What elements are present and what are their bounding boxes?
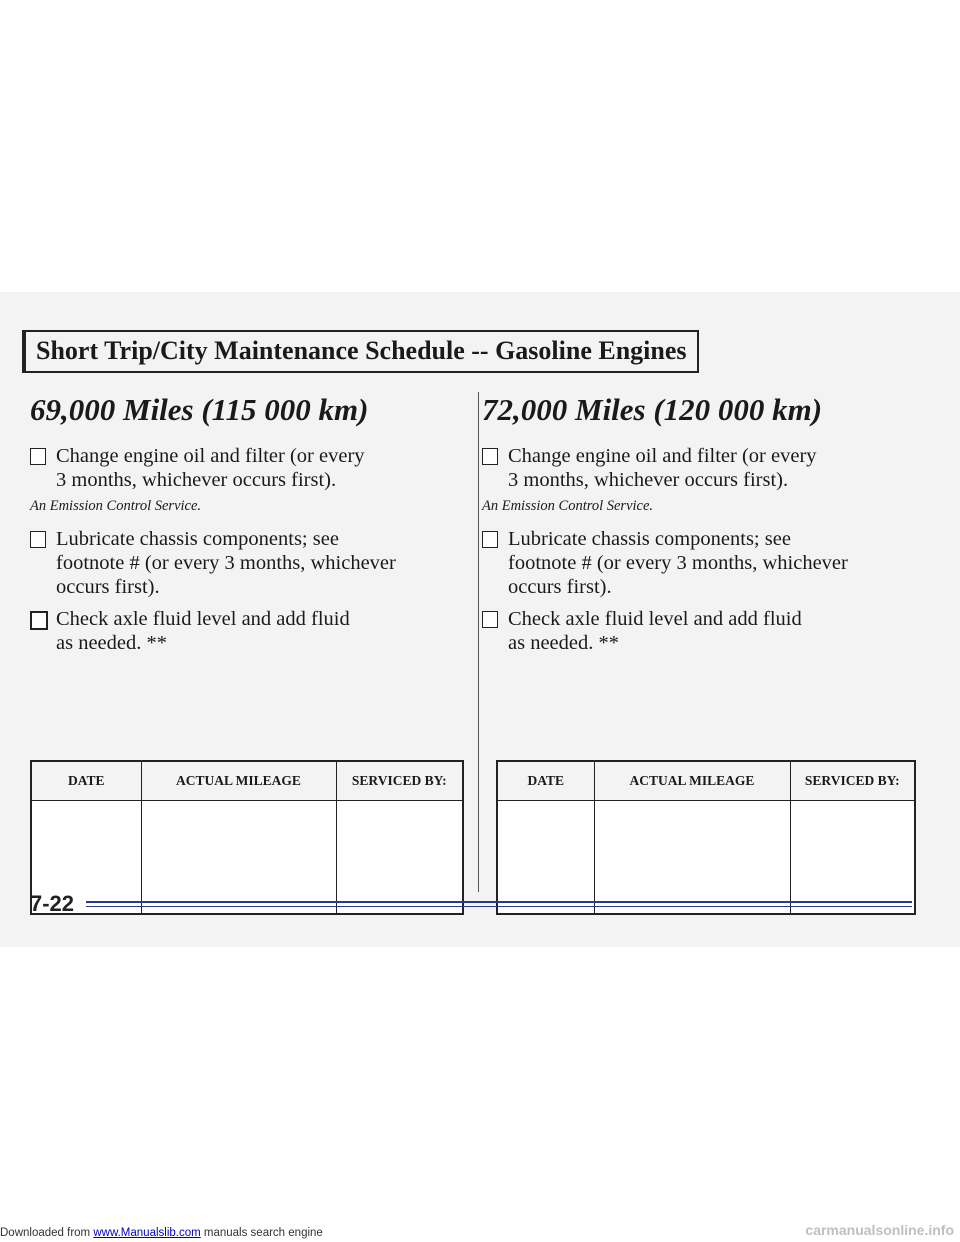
left-heading: 69,000 Miles (115 000 km) (30, 392, 369, 427)
table-row (497, 801, 915, 915)
right-emission-note: An Emission Control Service. (482, 498, 654, 514)
page-number: 7-22 (30, 891, 75, 916)
right-item-lubricate: Lubricate chassis components; see footnote # (or every 3 months, whichever occurs first). (482, 527, 932, 599)
serviced-by-cell[interactable] (336, 801, 463, 915)
watermark: carmanualsonline.info (805, 1222, 954, 1238)
checkbox-icon[interactable] (482, 448, 498, 465)
right-service-log-table (496, 760, 916, 915)
col-serviced-by: SERVICED BY: (790, 761, 915, 801)
checkbox-icon[interactable] (482, 531, 498, 548)
column-divider (478, 392, 479, 892)
right-item-axle: Check axle fluid level and add fluid as needed. ** (482, 607, 932, 655)
col-actual-mileage: ACTUAL MILEAGE (141, 761, 336, 801)
checkbox-icon[interactable] (482, 611, 498, 628)
left-item-oil: Change engine oil and filter (or every 3 months, whichever occurs first). (30, 444, 470, 492)
right-heading: 72,000 Miles (120 000 km) (482, 392, 823, 427)
checkbox-icon[interactable] (30, 531, 46, 548)
serviced-by-cell[interactable] (790, 801, 915, 915)
date-cell[interactable] (497, 801, 594, 915)
footer-rule-thin (86, 906, 912, 907)
table-header-row (31, 761, 463, 801)
col-date: DATE (31, 761, 141, 801)
download-notice: Downloaded from www.Manualslib.com manuals search engine (0, 1227, 323, 1239)
checkbox-icon[interactable] (30, 448, 46, 465)
col-actual-mileage: ACTUAL MILEAGE (594, 761, 790, 801)
left-column (30, 392, 470, 655)
left-service-log-table (30, 760, 464, 915)
right-column (482, 392, 932, 655)
mileage-cell[interactable] (594, 801, 790, 915)
left-item-axle: Check axle fluid level and add fluid as needed. ** (30, 607, 470, 655)
col-serviced-by: SERVICED BY: (336, 761, 463, 801)
footer-rule (86, 901, 912, 903)
right-item-oil: Change engine oil and filter (or every 3 months, whichever occurs first). (482, 444, 932, 492)
table-header-row (497, 761, 915, 801)
section-banner: Short Trip/City Maintenance Schedule -- Gasoline Engines (22, 330, 699, 373)
col-date: DATE (497, 761, 594, 801)
left-emission-note: An Emission Control Service. (30, 498, 202, 514)
table-row (31, 801, 463, 915)
manualslib-link[interactable]: www.Manualslib.com (93, 1227, 201, 1239)
mileage-cell[interactable] (141, 801, 336, 915)
left-item-lubricate: Lubricate chassis components; see footnote # (or every 3 months, whichever occurs first). (30, 527, 470, 599)
checkbox-icon[interactable] (30, 611, 48, 630)
